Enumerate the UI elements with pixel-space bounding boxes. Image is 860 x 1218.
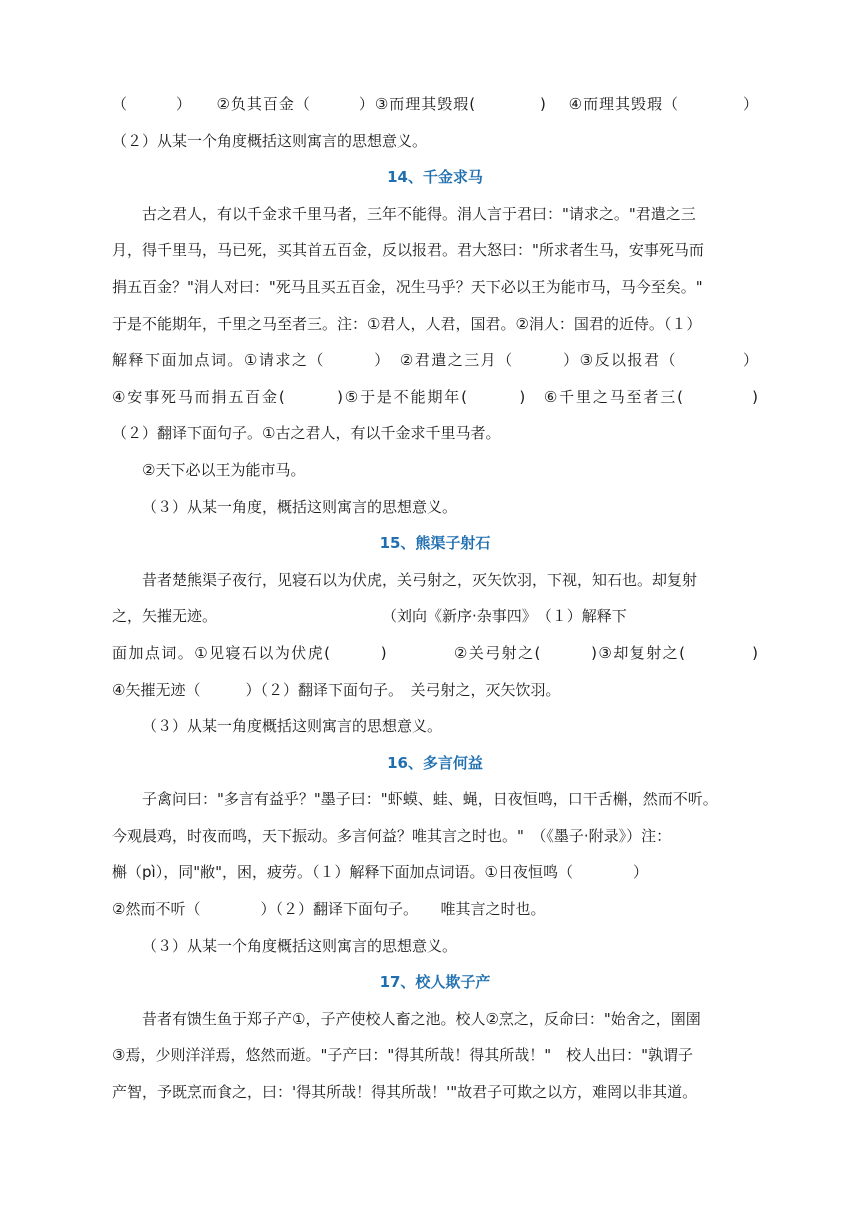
text-line: 子禽问曰："多言有益乎？"墨子曰："虾蟆、蛙、蝇，日夜恒鸣，口干舌槲，然而不听。 [142,790,718,809]
text-line: ②天下必以王为能市马。 [142,460,306,479]
text-line: 于是不能期年，千里之马至者三。注：①君人，人君，国君。②涓人：国君的近侍。（１） [112,314,702,333]
text-line: 槲（pì），同"敝"，困，疲劳。（１）解释下面加点词语。①日夜恒鸣（ ） [112,863,648,882]
section-heading: 14、千金求马 [387,168,483,187]
text-line: 昔者楚熊渠子夜行，见寝石以为伏虎，关弓射之，灭矢饮羽，下视，知石也。却复射 [142,570,698,589]
section-heading: 16、多言何益 [387,753,483,772]
text-line: ④安事死马而捐五百金( )⑤于是不能期年( ) ⑥千里之马至者三( ) [112,387,758,406]
text-line: （２）翻译下面句子。①古之君人，有以千金求千里马者。 [112,424,501,443]
text-line: （３）从某一角度，概括这则寓言的思想意义。 [142,497,458,516]
text-line: 面加点词。①见寝石以为伏虎( ) ②关弓射之( )③却复射之( ) [112,643,758,662]
text-line: （３）从某一个角度概括这则寓言的思想意义。 [142,936,458,955]
text-line: ④矢摧无迹（ ）（２）翻译下面句子。 关弓射之，灭矢饮羽。 [112,680,561,699]
text-line: 昔者有馈生鱼于郑子产①，子产使校人畜之池。校人②烹之，反命曰："始舍之，圉圉 [142,1009,701,1028]
text-line: 之，矢摧无迹。 （刘向《新序·杂事四》 （１）解释下 [112,607,627,626]
text-line: 产智，予既烹而食之，曰：'得其所哉！得其所哉！'"故君子可欺之以方，难罔以非其道。 [112,1083,698,1102]
document-page [112,86,758,1111]
text-line: 古之君人，有以千金求千里马者，三年不能得。涓人言于君曰："请求之。"君遣之三 [142,204,696,223]
section-heading: 17、校人欺子产 [379,973,491,992]
text-line: 月，得千里马，马已死，买其首五百金，反以报君。君大怒曰："所求者生马，安事死马而 [112,241,704,260]
text-line: 今观晨鸡，时夜而鸣，天下振动。多言何益？唯其言之时也。" （《墨子·附录》）注： [112,826,672,845]
section-heading: 15、熊渠子射石 [379,534,491,553]
text-line: 捐五百金？"涓人对曰："死马且买五百金，况生马乎？天下必以王为能市马，马今至矣。" [112,277,703,296]
text-line: （３）从某一角度概括这则寓言的思想意义。 [142,717,443,736]
text-line: （ ） ②负其百金（ ）③而理其毁瑕( ) ④而理其毁瑕（ ） [112,95,758,113]
text-line: （２）从某一个角度概括这则寓言的思想意义。 [112,131,428,150]
text-line: 解释下面加点词。①请求之（ ） ②君遣之三月（ ）③反以报君（ ） [112,351,758,370]
text-line: ③焉，少则洋洋焉，悠然而逝。"子产曰："得其所哉！得其所哉！" 校人出曰："孰谓子 [112,1046,694,1065]
text-line: ②然而不听（ ）（２）翻译下面句子。 唯其言之时也。 [112,900,546,919]
